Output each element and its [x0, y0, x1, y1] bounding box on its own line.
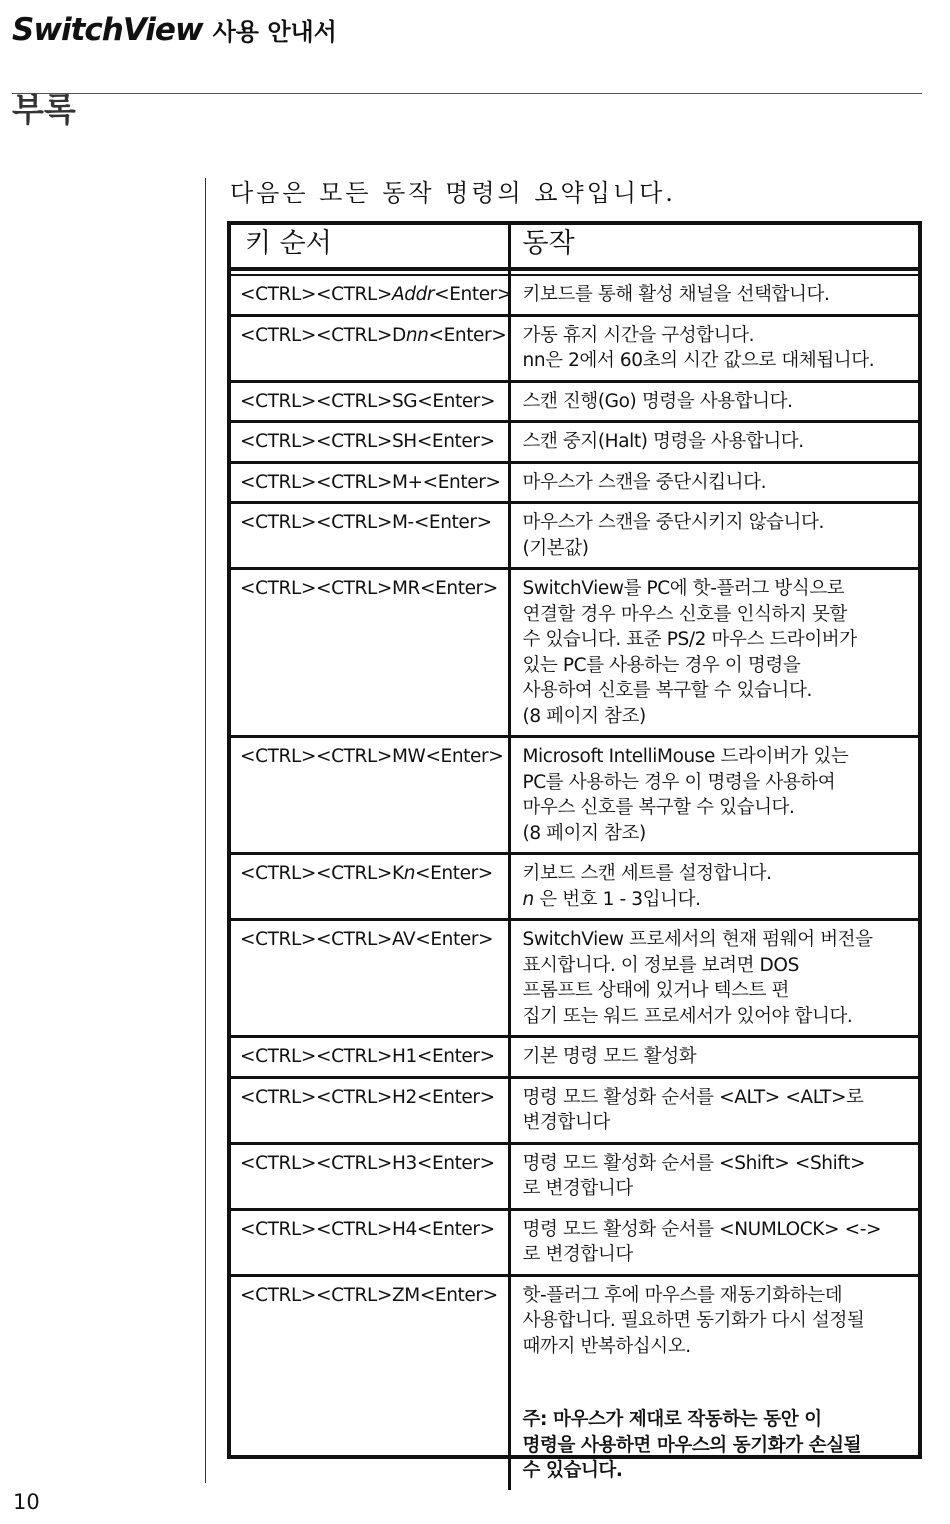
page-number: 10	[13, 1490, 40, 1514]
key-code: H4	[391, 1218, 417, 1240]
table-row	[231, 737, 918, 854]
action-parameter: n	[522, 888, 534, 910]
key-sequence-cell	[231, 275, 512, 315]
key-sequence-cell	[231, 1143, 509, 1209]
action-text: 키보드를 통해 활성 채널을 선택합니다.	[522, 284, 830, 305]
key-code: H2	[391, 1086, 417, 1108]
key-suffix: <Enter>	[425, 746, 504, 767]
action-text: 마우스가 스캔을 중단시킵니다.	[522, 471, 767, 493]
key-sequence-cell	[231, 1209, 509, 1275]
key-prefix: <CTRL><CTRL>	[240, 390, 392, 412]
action-cell	[509, 1037, 918, 1078]
action-cell	[509, 275, 918, 315]
table-row	[231, 854, 918, 920]
key-prefix: <CTRL><CTRL>	[240, 471, 392, 493]
key-suffix: <Enter>	[434, 284, 512, 305]
table-row	[231, 1275, 918, 1490]
key-prefix: <CTRL><CTRL>	[240, 1086, 392, 1108]
key-code: K	[391, 863, 404, 884]
key-sequence-cell	[231, 503, 509, 569]
action-cell	[509, 315, 918, 381]
key-prefix: <CTRL><CTRL>	[240, 1046, 392, 1067]
action-text: 스캔 진행(Go) 명령을 사용합니다.	[522, 390, 793, 412]
action-text: 은 번호 1 - 3입니다.	[533, 888, 701, 910]
action-cell	[509, 503, 918, 569]
key-code: MW	[391, 746, 426, 767]
table-row	[231, 1143, 918, 1209]
key-sequence-cell	[231, 315, 509, 381]
key-code: M-	[391, 512, 414, 533]
key-sequence-cell	[231, 462, 509, 503]
key-sequence-cell	[231, 1077, 509, 1143]
action-text: 명령 모드 활성화 순서를 <NUMLOCK> <-> 로 변경합니다	[522, 1218, 882, 1265]
action-cell	[509, 422, 918, 463]
action-cell	[509, 920, 918, 1037]
brand-logo: SwitchView	[12, 12, 203, 48]
key-suffix: <Enter>	[415, 863, 493, 884]
action-text: 명령 모드 활성화 순서를 <Shift> <Shift> 로 변경합니다	[522, 1152, 866, 1199]
key-code: H1	[391, 1046, 417, 1067]
table-row	[231, 422, 918, 463]
key-code: M+	[391, 471, 423, 493]
action-text: 스캔 중지(Halt) 명령을 사용합니다.	[522, 431, 804, 452]
key-suffix: <Enter>	[422, 471, 501, 493]
key-suffix: <Enter>	[415, 929, 494, 950]
action-cell	[509, 854, 918, 920]
action-text: SwitchView를 PC에 핫-플러그 방식으로 연결할 경우 마우스 신호를 인식하지 못할 수 있습니다. 표준 PS/2 마우스 드라이버가 있는 PC를 사용하는 경우 이 명령을 사용하여 신호를 복구할 수 있습니다. (8 페이지 참조)	[522, 578, 857, 727]
key-prefix: <CTRL><CTRL>	[240, 1284, 392, 1306]
table-row	[231, 1209, 918, 1275]
key-sequence-cell	[231, 737, 509, 854]
table-row	[231, 569, 918, 737]
action-cell	[509, 569, 918, 737]
key-sequence-cell	[231, 920, 509, 1037]
table-row	[231, 1037, 918, 1078]
key-code: ZM	[391, 1284, 420, 1306]
document-header	[12, 12, 337, 50]
action-text: Microsoft IntelliMouse 드라이버가 있는 PC를 사용하는 경우 이 명령을 사용하여 마우스 신호를 복구할 수 있습니다. (8 페이지 참조)	[522, 746, 849, 844]
action-cell	[509, 1077, 918, 1143]
table-row	[231, 315, 918, 381]
table-row	[231, 275, 918, 315]
key-suffix: <Enter>	[419, 1284, 498, 1306]
action-cell	[509, 462, 918, 503]
header-title: 사용 안내서	[212, 18, 337, 46]
key-code: AV	[391, 929, 416, 950]
key-prefix: <CTRL><CTRL>	[240, 284, 392, 305]
key-prefix: <CTRL><CTRL>	[240, 578, 392, 599]
key-suffix: <Enter>	[416, 431, 495, 452]
key-suffix: <Enter>	[417, 390, 496, 412]
table-row	[231, 462, 918, 503]
action-text: 마우스가 스캔을 중단시키지 않습니다. (기본값)	[522, 512, 824, 559]
key-code: D	[391, 324, 406, 346]
key-parameter: n	[403, 863, 416, 884]
key-parameter: nn	[405, 324, 429, 346]
margin-rule	[205, 178, 206, 1483]
action-cell	[509, 381, 918, 422]
table-row	[231, 920, 918, 1037]
action-text: 기본 명령 모드 활성화	[522, 1046, 697, 1067]
key-code: SG	[391, 390, 418, 412]
key-prefix: <CTRL><CTRL>	[240, 1218, 392, 1240]
column-header-key-sequence: 키 순서	[231, 225, 509, 269]
key-prefix: <CTRL><CTRL>	[240, 929, 392, 950]
action-text: 키보드 스캔 세트를 설정합니다.	[522, 863, 772, 884]
key-prefix: <CTRL><CTRL>	[240, 324, 392, 346]
key-suffix: <Enter>	[428, 324, 507, 346]
key-prefix: <CTRL><CTRL>	[240, 512, 392, 533]
table-header-row	[231, 225, 918, 269]
command-table	[231, 225, 918, 1490]
key-sequence-cell	[231, 854, 509, 920]
key-code: SH	[391, 431, 417, 452]
table-row	[231, 381, 918, 422]
action-text: SwitchView 프로세서의 현재 펌웨어 버전을 표시합니다. 이 정보를 보려면 DOS 프롬프트 상태에 있거나 텍스트 편 집기 또는 워드 프로세서가 있어야 합니다.	[522, 929, 873, 1027]
key-suffix: <Enter>	[413, 512, 492, 533]
table-row	[231, 1077, 918, 1143]
action-cell	[509, 1143, 918, 1209]
key-prefix: <CTRL><CTRL>	[240, 1152, 392, 1174]
key-code: H3	[391, 1152, 417, 1174]
action-text: 핫-플러그 후에 마우스를 재동기화하는데 사용합니다. 필요하면 동기화가 다시 설정될 때까지 반복하십시오.	[522, 1284, 865, 1357]
key-sequence-cell	[231, 1275, 509, 1490]
key-suffix: <Enter>	[420, 578, 498, 599]
key-suffix: <Enter>	[416, 1046, 495, 1067]
header-rule	[12, 93, 922, 94]
section-title: 부록	[12, 90, 76, 129]
key-code: Addr	[391, 284, 435, 305]
key-code: MR	[391, 578, 420, 599]
action-note: 주: 마우스가 제대로 작동하는 동안 이 명령을 사용하면 마우스의 동기화가 손실될 수 있습니다.	[522, 1409, 862, 1481]
key-sequence-cell	[231, 381, 509, 422]
key-suffix: <Enter>	[416, 1086, 495, 1108]
action-text: 명령 모드 활성화 순서를 <ALT> <ALT>로 변경합니다	[522, 1086, 864, 1133]
key-sequence-cell	[231, 422, 509, 463]
action-cell	[509, 1209, 918, 1275]
column-header-action: 동작	[509, 225, 918, 269]
action-cell	[509, 737, 918, 854]
key-suffix: <Enter>	[416, 1152, 495, 1174]
key-prefix: <CTRL><CTRL>	[240, 746, 392, 767]
key-sequence-cell	[231, 569, 509, 737]
action-text: 가동 휴지 시간을 구성합니다. nn은 2에서 60초의 시간 값으로 대체됩니다.	[522, 324, 875, 371]
table-row	[231, 503, 918, 569]
action-cell	[509, 1275, 918, 1490]
intro-text: 다음은 모든 동작 명령의 요약입니다.	[230, 179, 676, 207]
key-sequence-cell	[231, 1037, 509, 1078]
key-suffix: <Enter>	[416, 1218, 495, 1240]
key-prefix: <CTRL><CTRL>	[240, 431, 392, 452]
key-prefix: <CTRL><CTRL>	[240, 863, 392, 884]
